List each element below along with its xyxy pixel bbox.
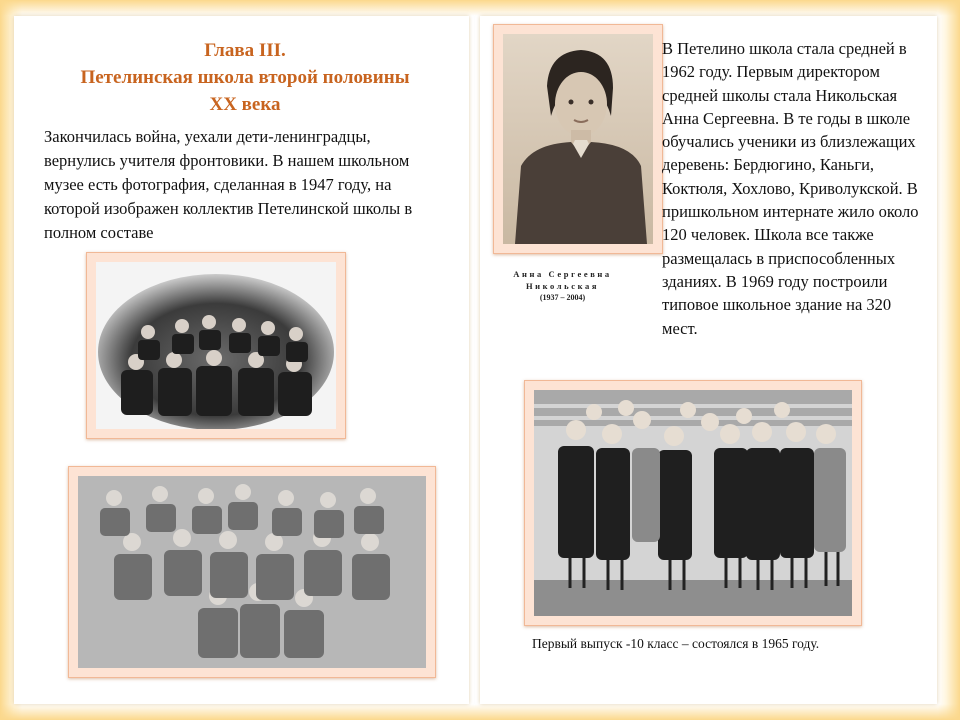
- staff-1947-photo: [96, 262, 336, 429]
- graduation-photo-frame: [524, 380, 862, 626]
- staff-1947-photo-frame: [86, 252, 346, 439]
- chapter-title-line2: Петелинская школа второй половины: [80, 67, 410, 88]
- portrait-caption-name1: Анна Сергеевна: [513, 269, 612, 279]
- graduation-caption: Первый выпуск -10 класс – состоялся в 1965 году.: [532, 636, 820, 651]
- chapter-title: [30, 37, 460, 118]
- chapter-title-line1: Глава III.: [204, 40, 286, 61]
- portrait-caption-years: (1937 – 2004): [539, 293, 586, 302]
- portrait-photo: [503, 34, 653, 244]
- history-text: В Петелино школа стала средней в 1962 году. Первым директором средней школы стала Никольская Анна Сергеевна. В те годы в школе обучались ученики из близлежащих деревень: Бердюгино, Каньги, Коктюля, Хохлово, Криволукской. В пришкольном интернате жило около 120 человек. Школа все также размещалась в приспособленных зданиях. В 1969 году построили типовое школьное здание на 320 мест.: [662, 39, 919, 338]
- portrait-photo-frame: [493, 24, 663, 254]
- chapter-title-line3: XX века: [209, 94, 281, 115]
- portrait-caption: [500, 268, 625, 304]
- portrait-caption-name2: Никольская: [525, 281, 600, 291]
- graduation-photo: [534, 390, 852, 616]
- intro-text: Закончилась война, уехали дети-ленинградцы, вернулись учителя фронтовики. В нашем школьном музее есть фотография, сделанная в 1947 году, на которой изображен коллектив Петелинской школы в полном составе: [44, 127, 413, 242]
- group-photo: [78, 476, 426, 668]
- group-photo-frame: [68, 466, 436, 678]
